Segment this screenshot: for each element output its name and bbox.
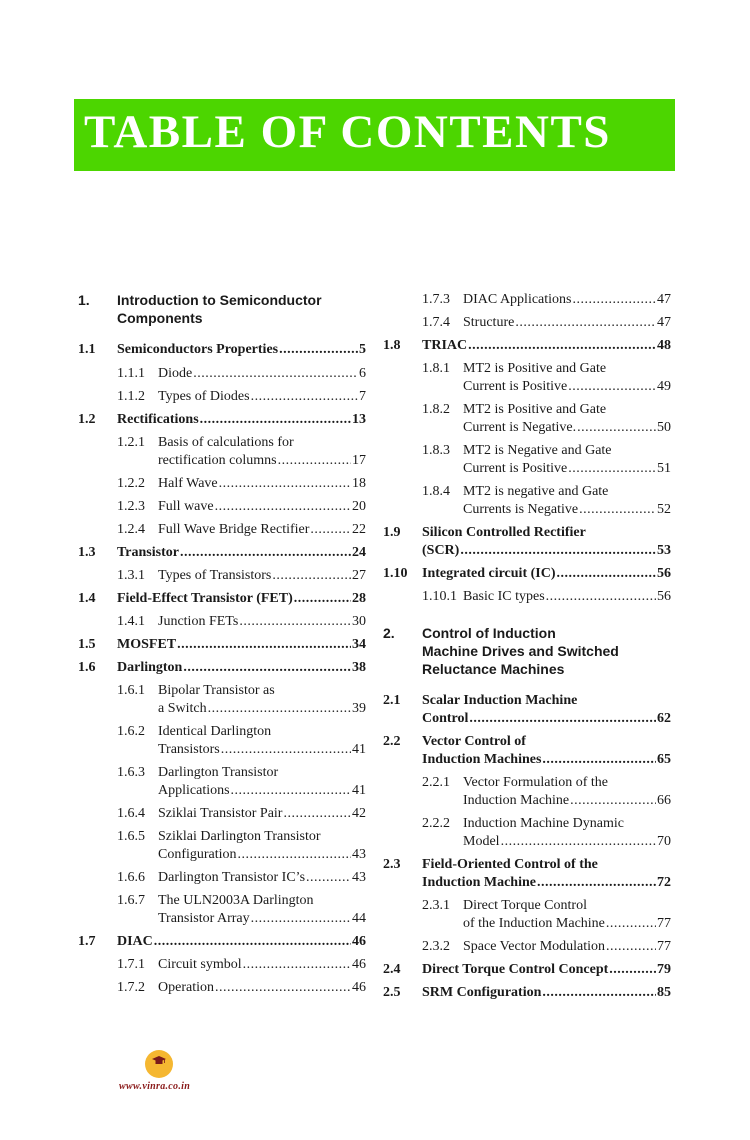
dot-leader bbox=[279, 341, 358, 359]
toc-entry-title: Configuration bbox=[158, 847, 237, 862]
toc-entry-number: 1.8.3 bbox=[422, 443, 450, 458]
toc-entry-number: 2.3.1 bbox=[422, 898, 450, 913]
toc-entry-title: Direct Torque Control Concept bbox=[422, 962, 609, 977]
toc-entry-number: 1.8.2 bbox=[422, 402, 450, 417]
dot-leader bbox=[154, 933, 351, 951]
dot-leader bbox=[570, 792, 656, 810]
toc-page-number: 18 bbox=[352, 476, 366, 491]
toc-entry[interactable] bbox=[78, 434, 366, 470]
toc-page-number: 46 bbox=[352, 980, 366, 995]
toc-page-number: 52 bbox=[657, 502, 671, 517]
toc-entry-title: Transistors bbox=[158, 742, 220, 757]
toc-entry-number: 1.6.1 bbox=[117, 683, 145, 698]
toc-page-number: 27 bbox=[352, 568, 366, 583]
dot-leader bbox=[542, 751, 656, 769]
toc-entry-title: Applications bbox=[158, 783, 230, 798]
toc-entry-number: 1.9 bbox=[383, 525, 401, 540]
toc-page-number: 43 bbox=[352, 870, 366, 885]
dot-leader bbox=[251, 388, 358, 406]
toc-entry-number: 1.3 bbox=[78, 545, 96, 560]
graduation-cap-icon bbox=[152, 1056, 166, 1066]
dot-leader bbox=[537, 874, 656, 892]
toc-entry-title: Sziklai Transistor Pair bbox=[158, 806, 283, 821]
toc-entry[interactable] bbox=[383, 360, 671, 396]
toc-entry[interactable] bbox=[78, 590, 366, 608]
dot-leader bbox=[542, 984, 656, 1002]
toc-page-number: 6 bbox=[359, 366, 366, 381]
toc-entry-title: Induction Machine Dynamic bbox=[463, 816, 624, 831]
toc-entry-number: 1.1.2 bbox=[117, 389, 145, 404]
toc-entry-number: 2.2.2 bbox=[422, 816, 450, 831]
toc-entry-title: Integrated circuit (IC) bbox=[422, 566, 556, 581]
toc-entry-title: Sziklai Darlington Transistor bbox=[158, 829, 321, 844]
toc-entry-title: Basis of calculations for bbox=[158, 435, 294, 450]
toc-entry-number: 2.5 bbox=[383, 985, 401, 1000]
toc-page-number: 7 bbox=[359, 389, 366, 404]
toc-entry-number: 1.8 bbox=[383, 338, 401, 353]
toc-page-number: 38 bbox=[352, 660, 366, 675]
toc-page-number: 77 bbox=[657, 939, 671, 954]
toc-entry-title: a Switch bbox=[158, 701, 207, 716]
toc-entry-title: Scalar Induction Machine bbox=[422, 693, 578, 708]
toc-entry[interactable] bbox=[78, 567, 366, 585]
toc-entry-title: Bipolar Transistor as bbox=[158, 683, 275, 698]
toc-entry-number: 1.7.3 bbox=[422, 292, 450, 307]
toc-entry-number: 1.6.6 bbox=[117, 870, 145, 885]
toc-page-number: 34 bbox=[352, 637, 366, 652]
toc-entry[interactable] bbox=[78, 892, 366, 928]
dot-leader bbox=[501, 833, 656, 851]
toc-entry-title: Darlington bbox=[117, 660, 183, 675]
toc-entry-number: 2.3.2 bbox=[422, 939, 450, 954]
toc-entry-title: Space Vector Modulation bbox=[463, 939, 606, 954]
toc-page-number: 39 bbox=[352, 701, 366, 716]
toc-entry-number: 1.3.1 bbox=[117, 568, 145, 583]
toc-entry[interactable] bbox=[78, 341, 366, 359]
toc-entry-number: 1.7.1 bbox=[117, 957, 145, 972]
toc-entry-title: Field-Effect Transistor (FET) bbox=[117, 591, 293, 606]
toc-entry-title: Machine Drives and Switched bbox=[422, 643, 619, 659]
toc-page-number: 46 bbox=[352, 934, 366, 949]
toc-entry[interactable] bbox=[383, 692, 671, 728]
toc-entry-title: DIAC Applications bbox=[463, 292, 572, 307]
toc-entry-title: Darlington Transistor bbox=[158, 765, 279, 780]
toc-entry[interactable] bbox=[78, 388, 366, 406]
toc-entry-number: 1.7.2 bbox=[117, 980, 145, 995]
toc-entry[interactable] bbox=[383, 565, 671, 583]
toc-entry-number: 1.2 bbox=[78, 412, 96, 427]
toc-entry-title: Model bbox=[463, 834, 500, 849]
toc-entry[interactable] bbox=[78, 613, 366, 631]
toc-page-number: 30 bbox=[352, 614, 366, 629]
toc-entry-title: Induction Machines bbox=[422, 752, 542, 767]
toc-page-number: 66 bbox=[657, 793, 671, 808]
dot-leader bbox=[577, 419, 656, 437]
toc-page-number: 56 bbox=[657, 589, 671, 604]
toc-page-number: 53 bbox=[657, 543, 671, 558]
logo-graduation-cap-icon bbox=[145, 1050, 173, 1078]
toc-entry-number: 1.6 bbox=[78, 660, 96, 675]
toc-entry[interactable] bbox=[78, 291, 366, 327]
dot-leader bbox=[515, 314, 656, 332]
toc-entry-title: Structure bbox=[463, 315, 515, 330]
toc-entry-title: Current is Positive bbox=[463, 379, 568, 394]
toc-page-number: 47 bbox=[657, 315, 671, 330]
toc-page-number: 28 bbox=[352, 591, 366, 606]
toc-page-number: 44 bbox=[352, 911, 366, 926]
toc-entry-title: TRIAC bbox=[422, 338, 468, 353]
toc-entry[interactable] bbox=[78, 805, 366, 823]
toc-entry-title: Diode bbox=[158, 366, 193, 381]
toc-page-number: 48 bbox=[657, 338, 671, 353]
dot-leader bbox=[238, 846, 351, 864]
toc-entry-number: 1.7 bbox=[78, 934, 96, 949]
toc-entry[interactable] bbox=[78, 544, 366, 562]
toc-entry-title: Transistor Array bbox=[158, 911, 250, 926]
toc-entry[interactable] bbox=[383, 856, 671, 892]
toc-page-number: 43 bbox=[352, 847, 366, 862]
toc-entry[interactable] bbox=[78, 933, 366, 951]
toc-entry[interactable] bbox=[78, 723, 366, 759]
toc-page-number: 56 bbox=[657, 566, 671, 581]
toc-page-number: 24 bbox=[352, 545, 366, 560]
toc-entry[interactable] bbox=[383, 337, 671, 355]
toc-page-number: 79 bbox=[657, 962, 671, 977]
toc-entry[interactable] bbox=[383, 483, 671, 519]
toc-entry-number: 1.8.4 bbox=[422, 484, 450, 499]
dot-leader bbox=[278, 452, 351, 470]
dot-leader bbox=[606, 915, 656, 933]
dot-leader bbox=[568, 460, 656, 478]
toc-page-number: 46 bbox=[352, 957, 366, 972]
dot-leader bbox=[469, 710, 656, 728]
toc-entry-number: 2.1 bbox=[383, 693, 401, 708]
toc-entry[interactable] bbox=[78, 411, 366, 429]
toc-entry[interactable] bbox=[383, 442, 671, 478]
dot-leader bbox=[606, 938, 656, 956]
toc-entry-title: Darlington Transistor IC’s bbox=[158, 870, 306, 885]
toc-entry-title: Introduction to Semiconductor bbox=[117, 292, 322, 308]
toc-entry-number: 1.8.1 bbox=[422, 361, 450, 376]
toc-entry-number: 1.4.1 bbox=[117, 614, 145, 629]
toc-entry[interactable] bbox=[78, 365, 366, 383]
dot-leader bbox=[609, 961, 656, 979]
toc-entry-title: Types of Diodes bbox=[158, 389, 250, 404]
toc-entry[interactable] bbox=[383, 401, 671, 437]
toc-entry-number: 1.6.2 bbox=[117, 724, 145, 739]
toc-entry-title: Basic IC types bbox=[463, 589, 545, 604]
toc-entry-number: 2.2 bbox=[383, 734, 401, 749]
toc-entry[interactable] bbox=[383, 815, 671, 851]
toc-entry-title: MT2 is Positive and Gate bbox=[463, 361, 607, 376]
title-banner bbox=[74, 99, 675, 171]
toc-page-number: 41 bbox=[352, 783, 366, 798]
toc-entry-title: Induction Machine bbox=[463, 793, 570, 808]
toc-entry-title: Current is Positive bbox=[463, 461, 568, 476]
dot-leader bbox=[468, 337, 656, 355]
toc-page-number: 85 bbox=[657, 985, 671, 1000]
toc-entry-title: Induction Machine bbox=[422, 875, 536, 890]
dot-leader bbox=[180, 544, 351, 562]
toc-entry-title: Types of Transistors bbox=[158, 568, 272, 583]
toc-entry-title: Operation bbox=[158, 980, 214, 995]
dot-leader bbox=[215, 979, 351, 997]
toc-entry-title: Vector Control of bbox=[422, 734, 526, 749]
dot-leader bbox=[231, 782, 351, 800]
toc-page-number: 49 bbox=[657, 379, 671, 394]
toc-entry-number: 1.2.2 bbox=[117, 476, 145, 491]
toc-entry-title: The ULN2003A Darlington bbox=[158, 893, 314, 908]
toc-entry-number: 2.4 bbox=[383, 962, 401, 977]
toc-entry[interactable] bbox=[383, 938, 671, 956]
toc-page-number: 70 bbox=[657, 834, 671, 849]
toc-entry-title: Full Wave Bridge Rectifier bbox=[158, 522, 310, 537]
toc-entry[interactable] bbox=[78, 521, 366, 539]
toc-entry[interactable] bbox=[383, 897, 671, 933]
toc-entry[interactable] bbox=[383, 961, 671, 979]
dot-leader bbox=[557, 565, 657, 583]
dot-leader bbox=[243, 956, 351, 974]
toc-entry-title: MT2 is Positive and Gate bbox=[463, 402, 607, 417]
toc-entry-title: Junction FETs bbox=[158, 614, 239, 629]
toc-entry[interactable] bbox=[383, 774, 671, 810]
toc-entry-title: Semiconductors Properties bbox=[117, 342, 279, 357]
dot-leader bbox=[208, 700, 351, 718]
dot-leader bbox=[215, 498, 351, 516]
toc-entry[interactable] bbox=[383, 588, 671, 606]
toc-page-number: 77 bbox=[657, 916, 671, 931]
toc-entry-number: 1.2.4 bbox=[117, 522, 145, 537]
toc-entry[interactable] bbox=[78, 498, 366, 516]
toc-entry[interactable] bbox=[78, 764, 366, 800]
dot-leader bbox=[272, 567, 351, 585]
toc-entry-title: Control bbox=[422, 711, 469, 726]
toc-column-left bbox=[78, 291, 366, 997]
toc-entry-number: 1.6.5 bbox=[117, 829, 145, 844]
toc-entry-title: Transistor bbox=[117, 545, 179, 560]
toc-entry-title: DIAC bbox=[117, 934, 153, 949]
dot-leader bbox=[219, 475, 351, 493]
dot-leader bbox=[573, 291, 657, 309]
toc-page-number: 51 bbox=[657, 461, 671, 476]
toc-entry-title: MT2 is negative and Gate bbox=[463, 484, 609, 499]
toc-page-number: 22 bbox=[352, 522, 366, 537]
toc-entry-number: 1.7.4 bbox=[422, 315, 450, 330]
dot-leader bbox=[546, 588, 656, 606]
toc-entry-number: 2.3 bbox=[383, 857, 401, 872]
toc-page-number: 42 bbox=[352, 806, 366, 821]
toc-entry[interactable] bbox=[383, 524, 671, 560]
toc-entry-number: 1. bbox=[78, 292, 90, 308]
dot-leader bbox=[460, 542, 656, 560]
toc-entry[interactable] bbox=[383, 984, 671, 1002]
toc-entry-number: 1.4 bbox=[78, 591, 96, 606]
toc-entry-number: 1.2.1 bbox=[117, 435, 145, 450]
toc-page-number: 50 bbox=[657, 420, 671, 435]
toc-entry-title: (SCR) bbox=[422, 543, 460, 558]
dot-leader bbox=[183, 659, 351, 677]
toc-entry-title: Components bbox=[117, 310, 203, 326]
toc-entry[interactable] bbox=[78, 956, 366, 974]
toc-entry-number: 1.5 bbox=[78, 637, 96, 652]
toc-entry-title: SRM Configuration bbox=[422, 985, 542, 1000]
dot-leader bbox=[294, 590, 351, 608]
dot-leader bbox=[579, 501, 656, 519]
dot-leader bbox=[193, 365, 358, 383]
toc-page-number: 41 bbox=[352, 742, 366, 757]
toc-entry-title: Full wave bbox=[158, 499, 214, 514]
toc-page-number: 5 bbox=[359, 342, 366, 357]
toc-entry-title: Vector Formulation of the bbox=[463, 775, 609, 790]
toc-entry[interactable] bbox=[78, 682, 366, 718]
dot-leader bbox=[239, 613, 351, 631]
toc-entry-title: rectification columns bbox=[158, 453, 277, 468]
toc-entry-title: MT2 is Negative and Gate bbox=[463, 443, 612, 458]
toc-entry-number: 1.1.1 bbox=[117, 366, 145, 381]
toc-entry-title: Rectifications bbox=[117, 412, 199, 427]
toc-entry-title: Current is Negative. bbox=[463, 420, 577, 435]
dot-leader bbox=[221, 741, 351, 759]
toc-entry-number: 1.6.4 bbox=[117, 806, 145, 821]
page-title: TABLE OF CONTENTS bbox=[84, 106, 611, 158]
toc-page-number: 62 bbox=[657, 711, 671, 726]
toc-entry-number: 2. bbox=[383, 625, 395, 641]
toc-entry[interactable] bbox=[78, 659, 366, 677]
toc-entry[interactable] bbox=[78, 475, 366, 493]
toc-entry[interactable] bbox=[383, 624, 671, 678]
toc-entry[interactable] bbox=[383, 291, 671, 309]
toc-entry-number: 1.6.3 bbox=[117, 765, 145, 780]
footer-website-link[interactable]: www.vinra.co.in bbox=[119, 1081, 191, 1092]
toc-entry[interactable] bbox=[78, 636, 366, 654]
toc-entry-number: 1.2.3 bbox=[117, 499, 145, 514]
toc-entry[interactable] bbox=[78, 869, 366, 887]
toc-entry-title: Identical Darlington bbox=[158, 724, 272, 739]
dot-leader bbox=[177, 636, 351, 654]
toc-page-number: 72 bbox=[657, 875, 671, 890]
toc-entry[interactable] bbox=[383, 733, 671, 769]
toc-entry-number: 1.10 bbox=[383, 566, 408, 581]
toc-entry-title: Currents is Negative bbox=[463, 502, 579, 517]
toc-column-right bbox=[383, 291, 671, 1002]
toc-entry-title: Circuit symbol bbox=[158, 957, 242, 972]
toc-entry[interactable] bbox=[383, 314, 671, 332]
toc-entry-number: 1.1 bbox=[78, 342, 96, 357]
toc-page-number: 13 bbox=[352, 412, 366, 427]
toc-entry-number: 2.2.1 bbox=[422, 775, 450, 790]
dot-leader bbox=[568, 378, 656, 396]
toc-entry-title: MOSFET bbox=[117, 637, 177, 652]
toc-entry-number: 1.6.7 bbox=[117, 893, 145, 908]
toc-entry-number: 1.10.1 bbox=[422, 589, 457, 604]
dot-leader bbox=[306, 869, 351, 887]
toc-page-number: 20 bbox=[352, 499, 366, 514]
toc-page-number: 47 bbox=[657, 292, 671, 307]
dot-leader bbox=[310, 521, 351, 539]
toc-entry-title: of the Induction Machine bbox=[463, 916, 605, 931]
toc-entry-title: Field-Oriented Control of the bbox=[422, 857, 598, 872]
toc-entry[interactable] bbox=[78, 979, 366, 997]
toc-entry-title: Half Wave bbox=[158, 476, 218, 491]
toc-page-number: 65 bbox=[657, 752, 671, 767]
toc-entry-title: Direct Torque Control bbox=[463, 898, 587, 913]
dot-leader bbox=[200, 411, 351, 429]
toc-entry-title: Reluctance Machines bbox=[422, 661, 565, 677]
toc-entry[interactable] bbox=[78, 828, 366, 864]
toc-page-number: 17 bbox=[352, 453, 366, 468]
toc-entry-title: Silicon Controlled Rectifier bbox=[422, 525, 586, 540]
dot-leader bbox=[251, 910, 351, 928]
toc-entry-title: Control of Induction bbox=[422, 625, 556, 641]
dot-leader bbox=[283, 805, 351, 823]
